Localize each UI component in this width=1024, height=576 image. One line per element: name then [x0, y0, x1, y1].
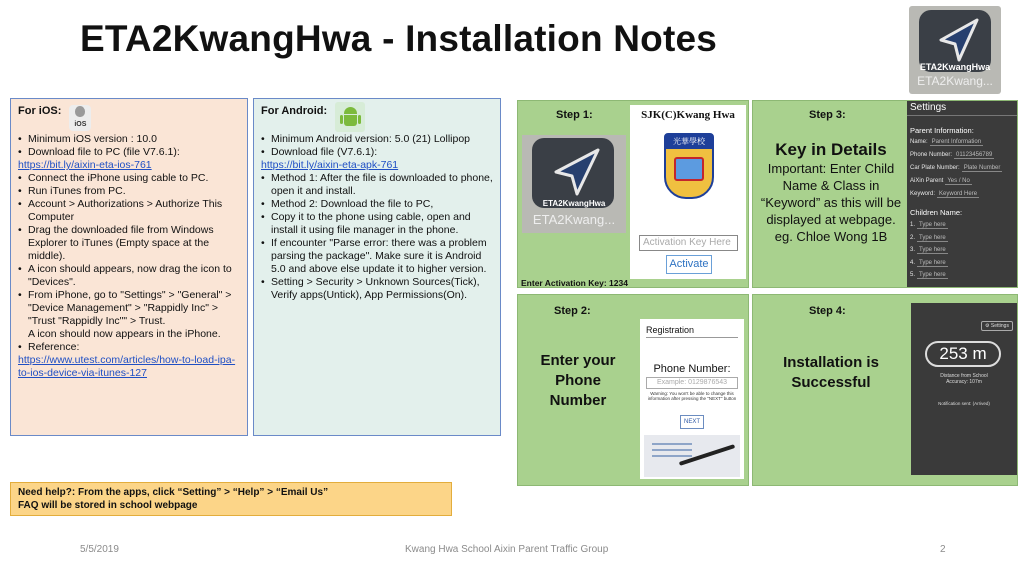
ios-item[interactable]: https://www.utest.com/articles/how-to-load-ipa-to-ios-device-via-itunes-127	[18, 354, 236, 379]
android-item: • Minimum Android version: 5.0 (21) Lollipop	[261, 133, 493, 146]
phone-number-label: Phone Number:	[653, 363, 731, 375]
form-and-pen-image	[644, 435, 740, 477]
registration-warning: Warning: You won't be able to change this information after pressing the "NEXT" button	[647, 391, 737, 401]
child-field	[910, 222, 948, 229]
school-name: SJK(C)Kwang Hwa	[641, 109, 735, 121]
android-item: • If encounter "Parse error: there was a problem parsing the package". Make sure it is Android 5.0 and above else update it to higher version.	[261, 237, 493, 276]
step1-app-label: ETA2KwangHwa	[542, 199, 606, 208]
step4-card	[752, 294, 1018, 486]
step1-app-sublabel: ETA2Kwang...	[532, 212, 616, 227]
registration-screen	[640, 319, 744, 479]
parent-field	[910, 178, 972, 185]
step3-card	[752, 100, 1018, 288]
parent-field-input[interactable]: Parent Information	[931, 139, 982, 145]
parent-field	[910, 165, 1002, 172]
children-name-title: Children Name:	[910, 208, 963, 217]
app-icon-label: ETA2KwangHwa	[919, 62, 991, 72]
step3-label: Step 3:	[809, 109, 846, 121]
child-field	[910, 260, 948, 267]
parent-field	[910, 139, 983, 146]
distance-label: Distance from School	[940, 373, 988, 379]
step2-card	[517, 294, 749, 486]
child-field-label: 1.	[910, 222, 916, 228]
ios-item: A icon should now appears in the iPhone.	[28, 328, 221, 340]
ios-item: • From iPhone, go to "Settings" > "General" > "Device Management" > "Rappidly Inc" > "Trust "Rappidly Inc"" > Trust.	[18, 289, 240, 328]
child-field-input[interactable]: Type here	[919, 234, 946, 241]
ios-item: • Run iTunes from PC.	[18, 185, 240, 198]
settings-title: Settings	[910, 102, 947, 113]
child-field-input[interactable]: Type here	[919, 272, 946, 278]
app-icon	[909, 6, 1001, 94]
ios-item: • Account > Authorizations > Authorize This Computer	[18, 198, 240, 224]
ios-item: • A icon should appears, now drag the icon to "Devices".	[18, 263, 240, 289]
parent-field-label: Name:	[910, 139, 928, 145]
parent-field	[910, 152, 994, 159]
step2-instruction: Enter your Phone Number	[540, 352, 616, 409]
step3-instruction: Important: Enter Child Name & Class in “Keyword” as this will be displayed at webpage. eg. Chloe Wong 1B	[760, 161, 902, 244]
phone-number-input[interactable]: Example: 0129876543	[646, 377, 738, 389]
child-field-label: 2.	[910, 234, 916, 241]
distance-readout: 253 m	[925, 341, 1001, 367]
ios-item: • Download file to PC (file V7.6.1):	[18, 146, 240, 159]
parent-field	[910, 191, 979, 198]
app-icon-sublabel: ETA2Kwang...	[917, 74, 993, 88]
android-logo-icon	[335, 102, 365, 132]
ios-item: • Drag the downloaded file from Windows Explorer to iTunes (Empty space at the middle).	[18, 224, 240, 263]
slide-title: ETA2KwangHwa - Installation Notes	[80, 18, 718, 59]
ios-instructions-panel	[10, 98, 248, 436]
ios-logo-text: iOS	[74, 120, 87, 128]
help-box	[10, 482, 452, 516]
parent-field-input[interactable]: Yes / No	[947, 178, 970, 184]
android-item: • Setting > Security > Unknown Sources(Tick), Verify apps(Untick), App Permissions(On).	[261, 276, 493, 302]
page-number: 2	[940, 544, 946, 555]
help-line-1: Need help?: From the apps, click “Setting” > “Help” > “Email Us”	[18, 487, 329, 498]
ios-heading: For iOS:	[18, 105, 62, 117]
android-item: • Download file (V7.6.1):	[261, 146, 493, 159]
activation-key-input[interactable]: Activation Key Here	[639, 235, 738, 251]
notification-status: Notification sent: (Arrived)	[938, 401, 990, 406]
step3-heading: Key in Details	[775, 140, 887, 159]
step2-label: Step 2:	[554, 305, 591, 317]
ios-item: • Minimum iOS version : 10.0	[18, 133, 240, 146]
parent-field-input[interactable]: Plate Number	[963, 165, 1001, 171]
child-field	[910, 272, 948, 279]
child-field-input[interactable]: Type here	[919, 222, 946, 228]
android-item[interactable]: https://bit.ly/aixin-eta-apk-761	[261, 159, 399, 171]
parent-field-input[interactable]: 01123456789	[956, 152, 993, 158]
activation-screen	[630, 105, 746, 279]
child-field-input[interactable]: Type here	[919, 247, 946, 253]
android-item: • Copy it to the phone using cable, open and install it using file manager in the phone.	[261, 211, 493, 237]
android-heading: For Android:	[261, 105, 328, 117]
settings-screen	[907, 101, 1017, 287]
step1-app-icon	[522, 135, 626, 233]
parent-field-input[interactable]: Keyword Here	[939, 191, 978, 197]
step4-instruction: Installation is Successful	[783, 354, 879, 391]
footer-text: Kwang Hwa School Aixin Parent Traffic Group	[405, 544, 609, 555]
android-instructions-panel	[253, 98, 501, 436]
activate-button[interactable]: Activate	[666, 255, 712, 274]
child-field-label: 3.	[910, 247, 916, 253]
apple-logo-icon	[69, 105, 91, 131]
ios-item[interactable]: https://bit.ly/aixin-eta-ios-761	[18, 159, 152, 171]
navigation-arrow-icon	[532, 138, 614, 208]
child-field-input[interactable]: Type here	[919, 259, 946, 266]
step1-label: Step 1:	[556, 109, 593, 121]
parent-info-title: Parent Information:	[910, 126, 974, 135]
help-line-2: FAQ will be stored in school webpage	[18, 500, 198, 511]
parent-field-label: Keyword:	[910, 191, 936, 197]
parent-field-label: AiXin Parent	[910, 178, 944, 184]
school-crest-icon	[664, 133, 714, 199]
settings-button[interactable]: ⚙ Settings	[981, 321, 1013, 331]
android-item: • Method 1: After the file is downloaded to phone, open it and install.	[261, 172, 493, 198]
next-button[interactable]: NEXT	[680, 415, 704, 429]
activation-key-note: Enter Activation Key: 1234	[521, 278, 628, 288]
parent-field-label: Phone Number:	[910, 152, 953, 158]
accuracy-label: Accuracy: 107m	[946, 379, 982, 385]
parent-field-label: Car Plate Number:	[910, 165, 960, 171]
ios-item: • Connect the iPhone using cable to PC.	[18, 172, 240, 185]
registration-title: Registration	[646, 325, 695, 335]
child-field	[910, 247, 948, 254]
crest-text: 光華學校	[666, 135, 712, 149]
child-field	[910, 235, 948, 242]
android-item: • Method 2: Download the file to PC,	[261, 198, 493, 211]
step1-card	[517, 100, 749, 288]
ios-steps-list	[18, 133, 240, 380]
child-field-label: 4.	[910, 259, 916, 266]
distance-screen	[911, 303, 1017, 475]
android-steps-list	[261, 133, 493, 302]
child-field-label: 5.	[910, 272, 916, 278]
step4-label: Step 4:	[809, 305, 846, 317]
ios-item: • Reference:	[18, 341, 240, 354]
footer-date: 5/5/2019	[80, 544, 119, 555]
